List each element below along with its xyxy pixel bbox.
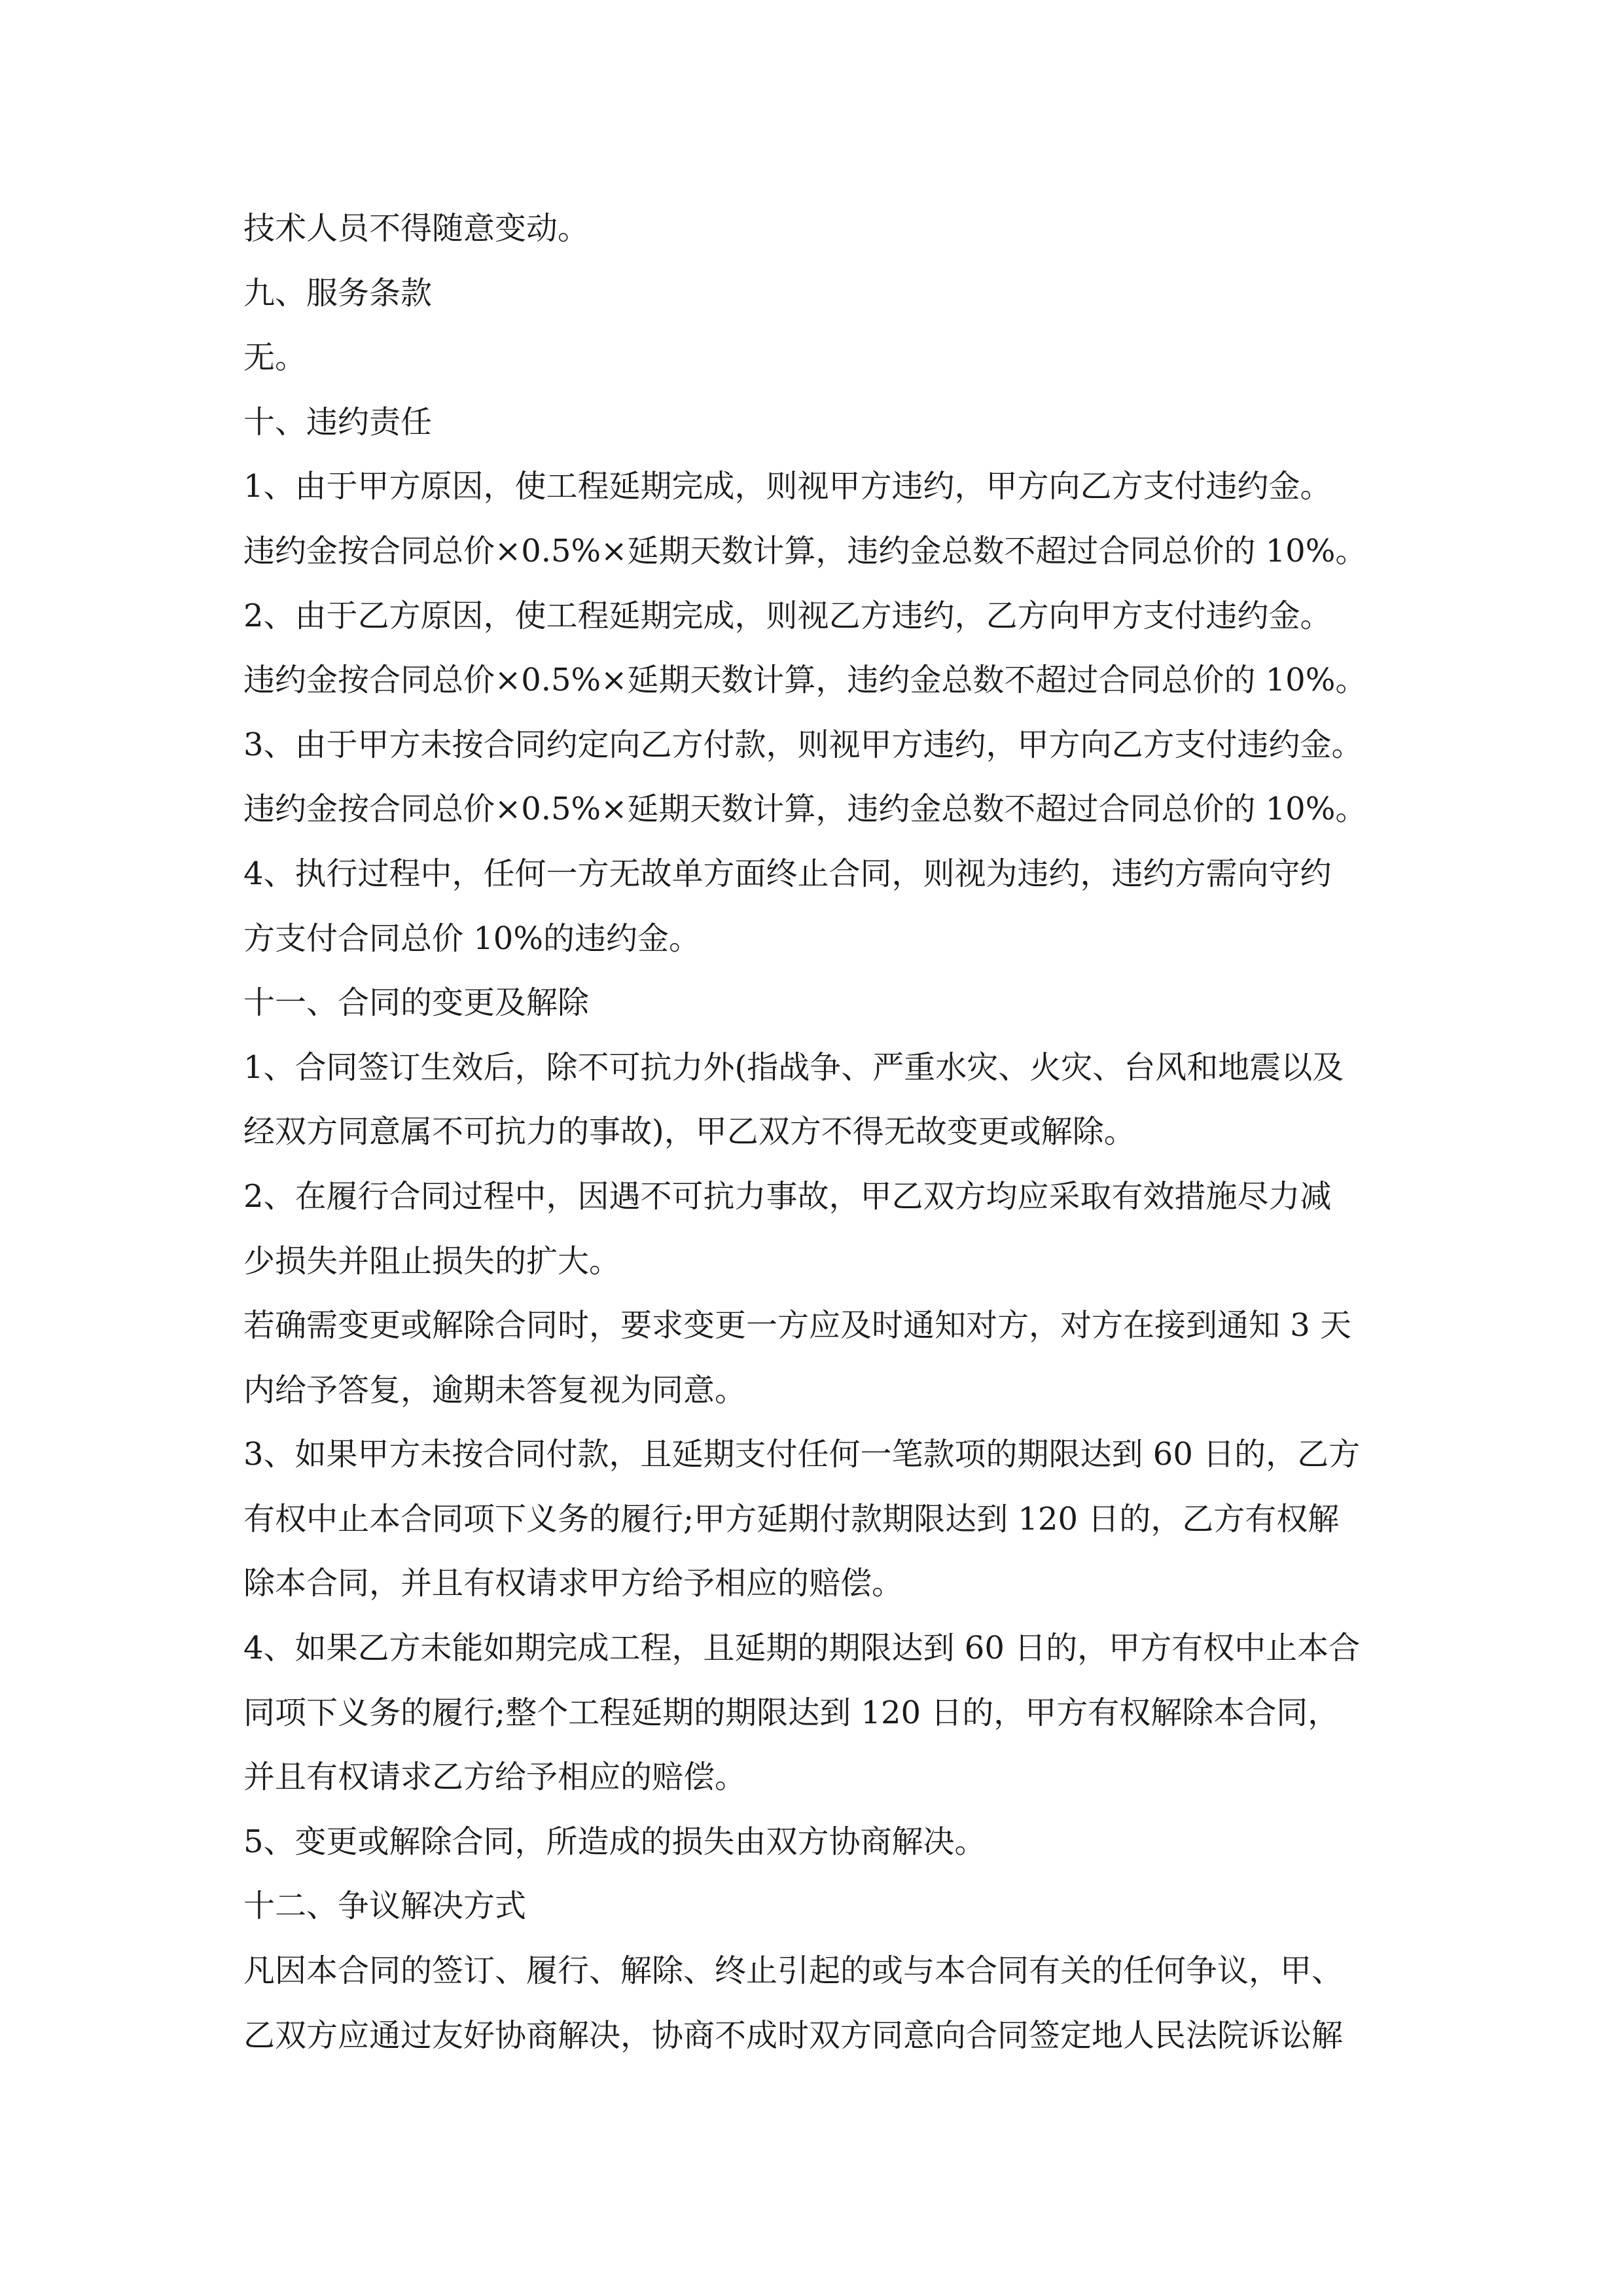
text-line: 若确需变更或解除合同时，要求变更一方应及时通知对方，对方在接到通知 3 天 <box>243 1307 1352 1344</box>
text-line: 2、在履行合同过程中，因遇不可抗力事故，甲乙双方均应采取有效措施尽力减 <box>243 1177 1332 1215</box>
text-line: 少损失并阻止损失的扩大。 <box>243 1242 621 1280</box>
text-line: 违约金按合同总价×0.5%×延期天数计算，违约金总数不超过合同总价的 10%。 <box>243 791 1367 828</box>
text-line: 1、合同签订生效后，除不可抗力外(指战争、严重水灾、火灾、台风和地震以及 <box>243 1049 1344 1086</box>
text-line: 2、由于乙方原因，使工程延期完成，则视乙方违约，乙方向甲方支付违约金。 <box>243 597 1332 634</box>
text-line: 方支付合同总价 10%的违约金。 <box>243 920 700 957</box>
text-line: 无。 <box>243 339 307 376</box>
text-line: 除本合同，并且有权请求甲方给予相应的赔偿。 <box>243 1565 904 1602</box>
text-line: 4、执行过程中，任何一方无故单方面终止合同，则视为违约，违约方需向守约 <box>243 855 1332 892</box>
text-line: 十一、合同的变更及解除 <box>243 984 590 1022</box>
text-line: 3、如果甲方未按合同付款，且延期支付任何一笔款项的期限达到 60 日的，乙方 <box>243 1436 1361 1473</box>
text-line: 1、由于甲方原因，使工程延期完成，则视甲方违约，甲方向乙方支付违约金。 <box>243 468 1332 505</box>
text-line: 十、违约责任 <box>243 403 433 440</box>
text-line: 九、服务条款 <box>243 274 433 312</box>
text-line: 乙双方应通过友好协商解决，协商不成时双方同意向合同签定地人民法院诉讼解 <box>243 2017 1344 2054</box>
text-line: 技术人员不得随意变动。 <box>243 210 590 247</box>
text-line: 同项下义务的履行;整个工程延期的期限达到 120 日的，甲方有权解除本合同， <box>243 1694 1340 1731</box>
text-line: 十二、争议解决方式 <box>243 1888 527 1925</box>
text-line: 经双方同意属不可抗力的事故)，甲乙双方不得无故变更或解除。 <box>243 1113 1135 1151</box>
text-line: 凡因本合同的签订、履行、解除、终止引起的或与本合同有关的任何争议，甲、 <box>243 1952 1344 1990</box>
text-line: 并且有权请求乙方给予相应的赔偿。 <box>243 1759 747 1796</box>
text-line: 违约金按合同总价×0.5%×延期天数计算，违约金总数不超过合同总价的 10%。 <box>243 532 1367 569</box>
text-line: 4、如果乙方未能如期完成工程，且延期的期限达到 60 日的，甲方有权中止本合 <box>243 1630 1361 1667</box>
text-line: 5、变更或解除合同，所造成的损失由双方协商解决。 <box>243 1823 986 1860</box>
document-body <box>243 196 1395 2068</box>
text-line: 内给予答复，逾期未答复视为同意。 <box>243 1371 747 1408</box>
text-line: 3、由于甲方未按合同约定向乙方付款，则视甲方违约，甲方向乙方支付违约金。 <box>243 726 1363 763</box>
text-line: 违约金按合同总价×0.5%×延期天数计算，违约金总数不超过合同总价的 10%。 <box>243 662 1367 699</box>
text-line: 有权中止本合同项下义务的履行;甲方延期付款期限达到 120 日的，乙方有权解 <box>243 1500 1340 1537</box>
